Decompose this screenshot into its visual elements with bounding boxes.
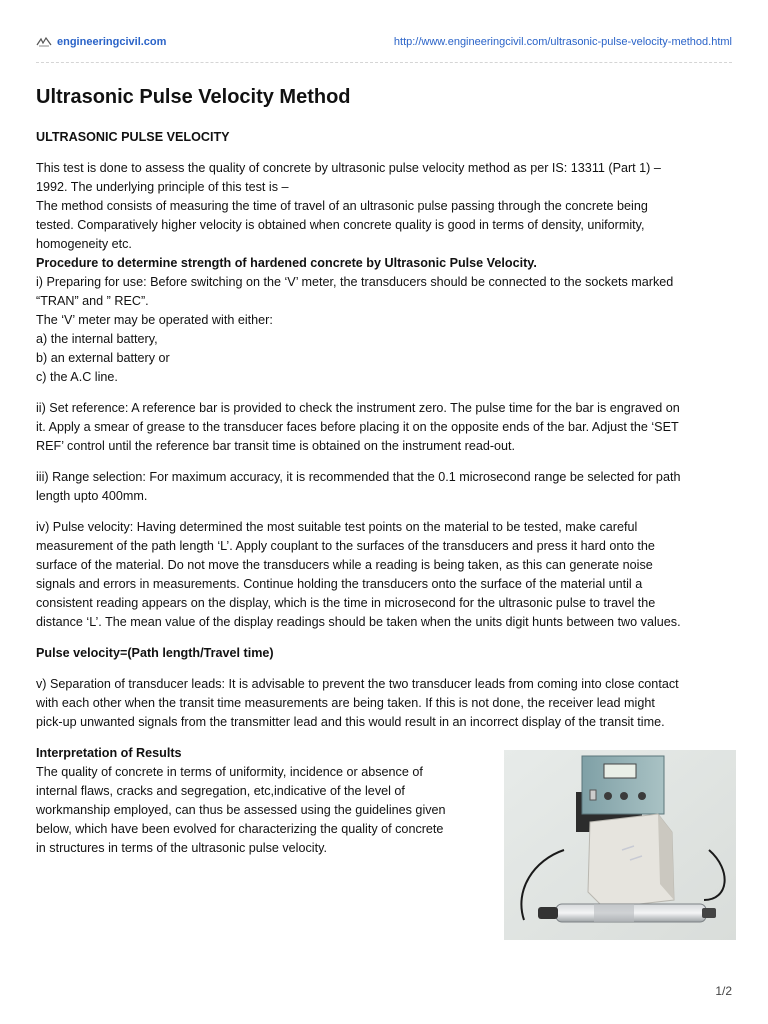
interpretation-text xyxy=(36,744,481,940)
text-line: length upto 400mm. xyxy=(36,489,148,503)
text-line: REF’ control until the reference bar transit time is obtained on the instrument read-out. xyxy=(36,439,516,453)
text-line: measurement of the path length ‘L’. Apply couplant to the surfaces of the transducers and press it hard onto the xyxy=(36,539,655,553)
page-url-link[interactable]: http://www.engineeringcivil.com/ultrasonic-pulse-velocity-method.html xyxy=(393,36,732,48)
text-line: it. Apply a smear of grease to the transducer faces before placing it on the opposite ends of the bar. Adjust the ‘SET xyxy=(36,420,679,434)
page-number: 1/2 xyxy=(715,984,732,998)
text-line: tested. Comparatively higher velocity is obtained when concrete quality is good in terms of density, uniformity, xyxy=(36,218,645,232)
text-line: pick-up unwanted signals from the transmitter lead and this would result in an incorrect display of the transit time. xyxy=(36,715,665,729)
formula-text: Pulse velocity=(Path length/Travel time) xyxy=(36,646,274,660)
interpretation-section xyxy=(36,744,732,940)
text-line: iv) Pulse velocity: Having determined the most suitable test points on the material to be tested, make careful xyxy=(36,520,638,534)
intro-paragraph xyxy=(36,159,732,387)
pulse-velocity-paragraph xyxy=(36,518,732,632)
site-logo-icon xyxy=(36,37,52,47)
header-divider xyxy=(36,62,732,63)
article-body xyxy=(36,84,732,940)
interpretation-heading: Interpretation of Results xyxy=(36,746,182,760)
text-line: v) Separation of transducer leads: It is advisable to prevent the two transducer leads from coming into close contact xyxy=(36,677,679,691)
set-reference-paragraph xyxy=(36,399,732,456)
text-line: workmanship employed, can thus be assessed using the guidelines given xyxy=(36,803,446,817)
text-line: a) the internal battery, xyxy=(36,332,158,346)
site-name: engineeringcivil.com xyxy=(57,36,167,48)
text-line: The quality of concrete in terms of uniformity, incidence or absence of xyxy=(36,765,423,779)
section-heading: ULTRASONIC PULSE VELOCITY xyxy=(36,130,230,144)
text-line: The ‘V’ meter may be operated with either: xyxy=(36,313,273,327)
text-line: with each other when the transit time measurements are being taken. If this is not done, the receiver lead might xyxy=(36,696,655,710)
procedure-heading: Procedure to determine strength of hardened concrete by Ultrasonic Pulse Velocity. xyxy=(36,256,537,270)
text-line: This test is done to assess the quality of concrete by ultrasonic pulse velocity method as per IS: 13311 (Part 1) – xyxy=(36,161,661,175)
text-line: i) Preparing for use: Before switching on the ‘V’ meter, the transducers should be connected to the sockets marked xyxy=(36,275,674,289)
text-line: homogeneity etc. xyxy=(36,237,132,251)
range-selection-paragraph xyxy=(36,468,732,506)
text-line: iii) Range selection: For maximum accuracy, it is recommended that the 0.1 microsecond range be selected for path xyxy=(36,470,681,484)
ultrasonic-tester-photo xyxy=(504,750,736,940)
page-header xyxy=(36,36,732,52)
text-line: 1992. The underlying principle of this test is – xyxy=(36,180,289,194)
text-line: internal flaws, cracks and segregation, etc,indicative of the level of xyxy=(36,784,405,798)
text-line: consistent reading appears on the display, which is the time in microsecond for the ultrasonic pulse to travel the xyxy=(36,596,656,610)
text-line: b) an external battery or xyxy=(36,351,170,365)
page-title: Ultrasonic Pulse Velocity Method xyxy=(36,86,351,108)
text-line: signals and errors in measurements. Continue holding the transducers onto the surface of the material until a xyxy=(36,577,643,591)
text-line: distance ‘L’. The mean value of the display readings should be taken when the units digit hunts between two values. xyxy=(36,615,681,629)
text-line: below, which have been evolved for characterizing the quality of concrete xyxy=(36,822,444,836)
separation-paragraph xyxy=(36,675,732,732)
text-line: surface of the material. Do not move the transducers while a reading is being taken, as this can generate noise xyxy=(36,558,653,572)
site-logo-link[interactable] xyxy=(36,36,166,48)
formula-line xyxy=(36,644,732,663)
text-line: in structures in terms of the ultrasonic pulse velocity. xyxy=(36,841,327,855)
text-line: c) the A.C line. xyxy=(36,370,118,384)
text-line: ii) Set reference: A reference bar is provided to check the instrument zero. The pulse time for the bar is engraved on xyxy=(36,401,680,415)
text-line: The method consists of measuring the time of travel of an ultrasonic pulse passing through the concrete being xyxy=(36,199,648,213)
text-line: “TRAN” and ” REC”. xyxy=(36,294,149,308)
